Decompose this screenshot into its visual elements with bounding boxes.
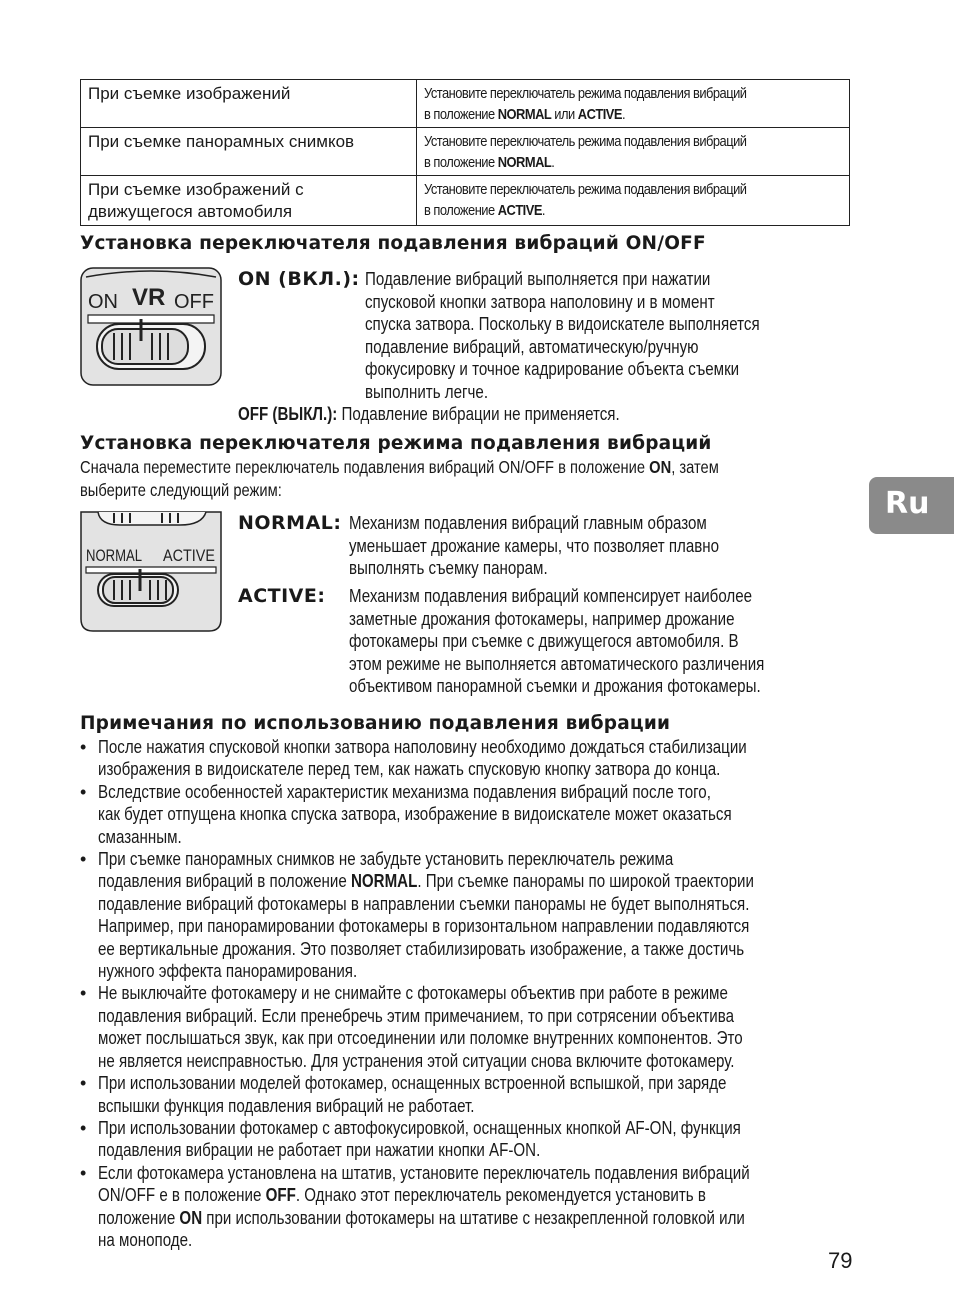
table-row <box>81 176 850 226</box>
table-cell-instruction <box>417 80 850 128</box>
list-item: • При использовании фотокамер с автофокусировкой, оснащенных кнопкой AF-ON, функция подавления вибрации не работает при нажатии кнопки AF-ON. <box>80 1117 741 1161</box>
bullet-icon: • <box>80 1073 87 1094</box>
instruction-text: Установите переключатель режима подавления вибраций в положение NORMAL. <box>424 133 747 171</box>
active-definition: Механизм подавления вибраций компенсирует наиболее заметные дрожания фотокамеры, например дрожание фотокамеры при съемке с движущегося автомобиля. В этом режиме не выполняется автоматического различения объективом панорамной съемки и дрожания фотокамеры. <box>349 586 765 696</box>
table-row <box>81 80 850 128</box>
notes-list <box>80 736 870 1251</box>
switch-label-off: OFF <box>174 291 214 313</box>
situation-text: При съемке изображений <box>88 84 291 103</box>
active-term: ACTIVE: <box>238 585 326 607</box>
bullet-icon: • <box>80 737 87 757</box>
on-term: ON (ВКЛ.): <box>238 268 360 290</box>
list-item: • Не выключайте фотокамеру и не снимайте с фотокамеры объектив при работе в режиме подавления вибраций. Если пренебречь этим примечанием, то при сотрясении объектива может послышаться звук, как при отсоединении или поломке внутренних компонентов. Это не является неисправностью. Для устранения этой ситуации снова включите фотокамеру. <box>80 983 743 1071</box>
page-number: 79 <box>828 1248 853 1273</box>
table-cell-situation <box>81 80 417 128</box>
vr-on-off-switch-illustration <box>80 267 222 386</box>
bullet-icon: • <box>80 1162 87 1183</box>
switch-label-vr: VR <box>132 284 166 311</box>
off-term: OFF (ВЫКЛ.): <box>238 404 338 424</box>
bullet-icon: • <box>80 781 87 802</box>
language-tab <box>869 477 954 534</box>
vr-mode-switch-illustration <box>80 511 222 632</box>
off-definition-row: OFF (ВЫКЛ.): Подавление вибрации не применяется. <box>238 404 620 424</box>
on-definition: Подавление вибраций выполняется при нажатии спусковой кнопки затвора наполовину и в момент спуска затвора. Поскольку в видоискателе выполняется подавление вибраций, автоматическую/ручную фокусировку и точное кадрирование объекта съемки выполнить легче. <box>365 269 760 402</box>
table-cell-situation: При съемке изображений с движущегося автомобиля <box>81 176 417 226</box>
table-row <box>81 128 850 176</box>
switch-label-on: ON <box>88 291 118 313</box>
table-cell-instruction <box>417 176 850 226</box>
normal-term: NORMAL: <box>238 512 342 534</box>
list-item: • Вследствие особенностей характеристик механизма подавления вибраций после того, как будет отпущена кнопка спуска затвора, изображение в видоискателе может оказаться смазанным. <box>80 781 732 847</box>
mode-table <box>80 79 850 226</box>
list-item: • При съемке панорамных снимков не забудьте установить переключатель режима подавления вибраций в положение NORMAL. При съемке панорамы по широкой траектории подавление вибраций фотокамеры в направлении съемки панорамы не будет выполняться. Например, при панорамировании фотокамеры в горизонтальном направлении подавляются ее вертикальные дрожания. Это позволяет стабилизировать изображение, а также достичь нужного эффекта панорамирования. <box>80 849 754 982</box>
section-heading-vr-on-off: Установка переключателя подавления вибраций ON/OFF <box>80 233 706 254</box>
list-item: • После нажатия спусковой кнопки затвора наполовину необходимо дождаться стабилизации изображения в видоискателе перед тем, как нажать спусковую кнопку затвора до конца. <box>80 737 747 780</box>
table-cell-situation <box>81 128 417 176</box>
bullet-icon: • <box>80 983 87 1004</box>
switch-label-active: ACTIVE <box>163 546 215 565</box>
list-item: • При использовании моделей фотокамер, оснащенных встроенной вспышкой, при заряде вспышки функция подавления вибраций не работает. <box>80 1073 727 1116</box>
table-cell-instruction <box>417 128 850 176</box>
bullet-icon: • <box>80 849 87 870</box>
switch-label-normal: NORMAL <box>86 546 142 565</box>
normal-definition: Механизм подавления вибраций главным образом уменьшает дрожание камеры, что позволяет плавно выполнять съемку панорам. <box>349 513 720 578</box>
section-heading-vr-mode: Установка переключателя режима подавления вибраций <box>80 433 712 454</box>
bullet-icon: • <box>80 1117 87 1138</box>
section-heading-notes: Примечания по использованию подавления вибрации <box>80 713 671 734</box>
list-item: • Если фотокамера установлена на штатив, установите переключатель подавления вибраций ON/OFF е в положение OFF. Однако этот переключатель рекомендуется установить в положение ON при использовании фотокамеры на штативе с незакрепленной головкой или на моноподе. <box>80 1162 750 1250</box>
instruction-text: Установите переключатель режима подавления вибраций в положение ACTIVE. <box>424 181 747 219</box>
language-tab-label: Ru <box>885 486 930 521</box>
instruction-text: Установите переключатель режима подавления вибраций в положение NORMAL или ACTIVE. <box>424 85 747 123</box>
section2-intro: Сначала переместите переключатель подавления вибраций ON/OFF в положение ON, затем выберите следующий режим: <box>80 457 719 500</box>
situation-text: При съемке панорамных снимков <box>88 132 355 151</box>
